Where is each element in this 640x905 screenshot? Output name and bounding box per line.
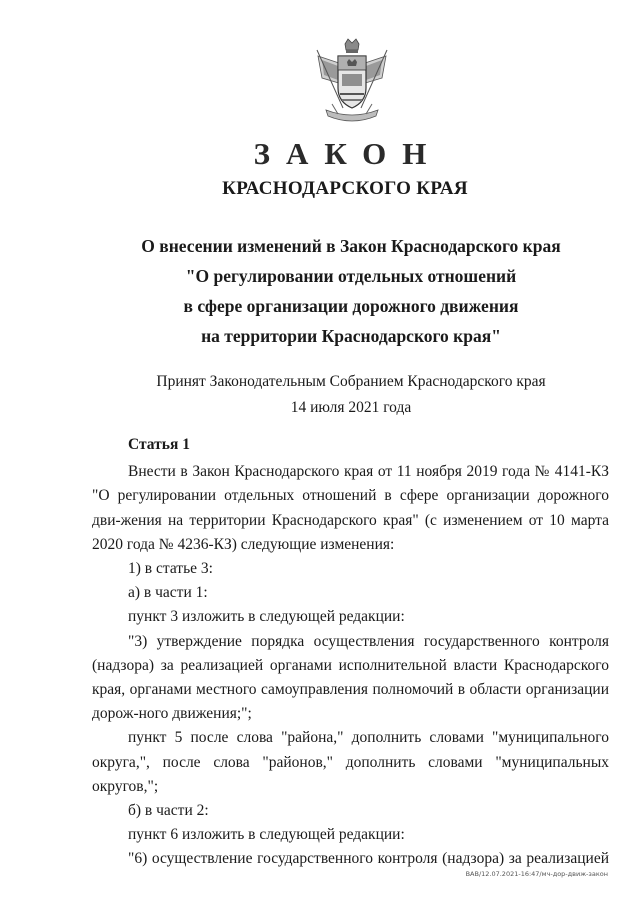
paragraph: пункт 6 изложить в следующей редакции:: [128, 826, 405, 844]
paragraph: Внести в Закон Краснодарского края от 11 ноября 2019 года № 4141-КЗ "О регулировании отдельных отношений в сфере организации дорожного дви-жения на территории Краснодарского края" (с изменением от 10 марта 2020 года № 4236-КЗ) следующие изменения:: [92, 463, 609, 553]
paragraph: пункт 5 после слова "района," дополнить словами "муниципального округа,", после слова "районов," дополнить словами "муниципальных округов,";: [92, 729, 609, 795]
krasnodar-coat-of-arms-icon: [312, 38, 392, 124]
paragraph: 1) в статье 3:: [128, 560, 213, 578]
coat-of-arms-emblem: [312, 38, 392, 124]
document-title: ЗАКОН: [253, 136, 443, 171]
adoption-line: Принят Законодательным Собранием Краснодарского края: [156, 373, 546, 390]
law-subject: [0, 231, 640, 351]
paragraph: а) в части 1:: [128, 584, 208, 602]
subject-line: в сфере организации дорожного движения: [183, 296, 519, 316]
subject-line: на территории Краснодарского края": [201, 326, 501, 346]
paragraph: б) в части 2:: [128, 802, 209, 820]
subject-line: "О регулировании отдельных отношений: [185, 266, 517, 286]
document-region-title: КРАСНОДАРСКОГО КРАЯ: [222, 178, 468, 199]
subject-line: О внесении изменений в Закон Краснодарского края: [141, 236, 561, 256]
article-heading: Статья 1: [128, 436, 190, 453]
paragraph: пункт 3 изложить в следующей редакции:: [128, 608, 405, 626]
paragraph: "3) утверждение порядка осуществления государственного контроля (надзора) за реализацией органами исполнительной власти Краснодарского края, органами местного самоуправления полномочий в области организации дорож-ного движения;";: [92, 632, 609, 723]
paragraph: "6) осуществление государственного контроля (надзора) за реализацией: [128, 850, 609, 868]
adoption-info: [0, 369, 640, 421]
adoption-date: 14 июля 2021 года: [290, 399, 412, 416]
article-body: [92, 433, 609, 872]
document-footer-stamp: ВАВ/12.07.2021-16:47/мч-дор-движ-закон: [465, 870, 608, 878]
